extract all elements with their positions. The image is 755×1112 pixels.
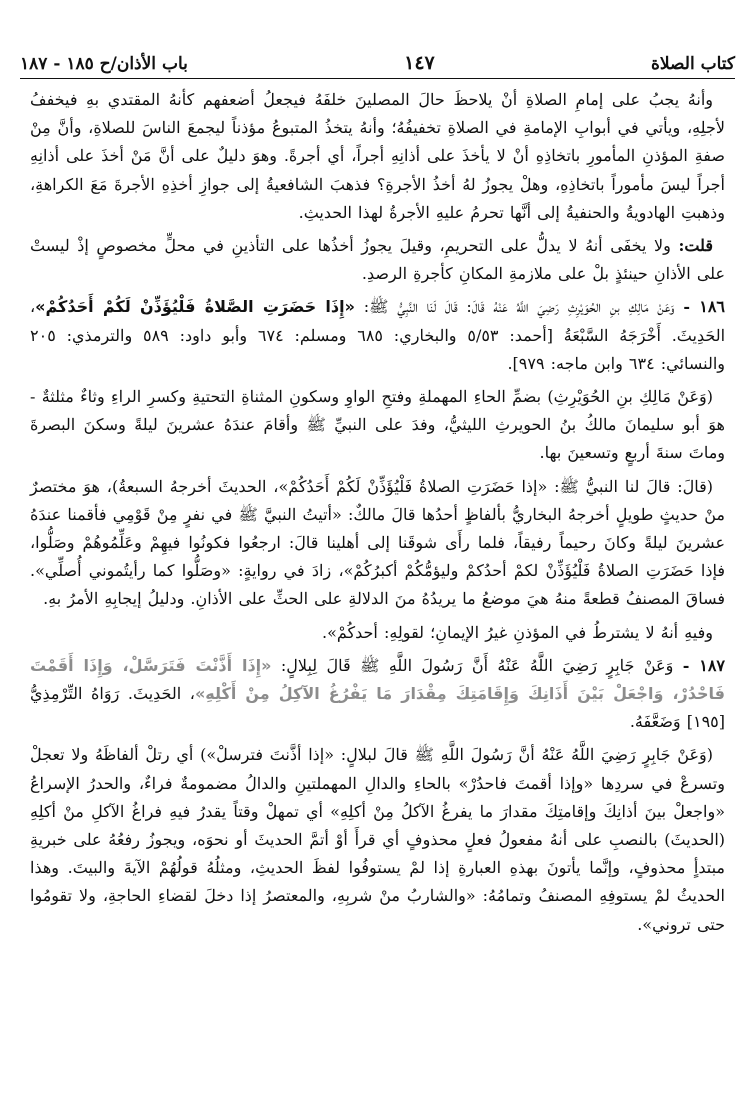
page-header [20, 40, 735, 74]
hadith-takhrij: ، الحَدِيثَ. أَخْرَجَهُ السَّبْعَةُ [أحمد: ٥/٥٣ والبخاري: ٦٨٥ ومسلم: ٦٧٤ وأبو داود: ٥٨٩ والترمذي: ٢٠٥ والنسائي: ٦٣٤ وابن ماجه: ٩٧٩]. [30, 297, 726, 373]
paragraph-commentary-1: وأنهُ يجبُ على إمامِ الصلاةِ أنْ يلاحظَ حالَ المصلينَ خلفَهُ فيجعلُ أضعفهم كأنهُ المقتدي بهِ فيخففُ لأجلِهِ، ويأتي في أبوابِ الإمامةِ في الصلاةِ تخفيفُهُ؛ وأنهُ يتخذُ المتبوعُ مؤذناً ليجمعَ الناسَ للصلاةِ، وأنَّ مِنْ صفةِ المؤذنِ المأمورِ باتخاذِهِ أنْ لا يأخذَ على أذانِهِ أجراً، أي أجرةً. وهوَ دليلٌ على أنَّ مَنْ أخذَ على أذانِهِ أجراً ليسَ مأموراً باتخاذِهِ، وهلْ يجوزُ لهُ أخذُ الأجرةِ؟ فذهبَ الشافعيةُ إلى جوازِ أخذِهِ الأجرةَ مَعَ الكراهةِ، وذهبتِ الهادويةُ والحنفيةُ إلى أنَّها تحرمُ عليهِ الأجرةُ لهذا الحديثِ. [30, 90, 725, 222]
page-body [30, 86, 725, 1102]
paragraph-qultu [30, 232, 725, 288]
paragraph-commentary-2: (وَعَنْ مَالِكِ بنِ الحُوَيْرِثِ) بضمِّ الحاءِ المهملةِ وفتحِ الواوِ وسكونِ المثناةِ التحتيةِ وكسرِ الراءِ وثاءٌ مثلثةٌ - هوَ أبو سليمانَ مالكُ بنُ الحويرثِ الليثيُّ، وفدَ على النبيِّ ﷺ وأقامَ عندَهُ عشرينَ ليلةً وسكنَ البصرةَ وماتَ سنةَ أربعٍ وتسعينَ بها. [30, 387, 725, 463]
hadith-takhrij: ، الحَدِيثَ. رَوَاهُ التِّرْمِذِيُّ [١٩٥] وَضَعَّفَهُ. [30, 684, 725, 732]
hadith-isnad: وَعَنْ مَالِكِ بنِ الحُوَيْرِثِ رَضِيَ اللَّهُ عَنْهُ قَالَ: قَالَ لَنَا النَّبِيُّ ﷺ: [363, 297, 675, 317]
chapter-reference: باب الأذان/ح ١٨٥ - ١٨٧ [20, 54, 188, 74]
hadith-matn: «إِذَا أَذَّنْتَ فَتَرَسَّلْ، وَإِذَا أَقَمْتَ فَاحْدُرْ، وَاجْعَلْ بَيْنَ أَذَانِكَ وَإِقَامَتِكَ مِقْدَارَ مَا يَفْرُغُ الآكِلُ مِنْ أَكْلِهِ» [30, 655, 726, 704]
hadith-matn: «إِذَا حَضَرَتِ الصَّلاةُ فَلْيُؤَذِّنْ لَكُمْ أَحَدُكُمْ» [35, 297, 355, 317]
hadith-number: ١٨٧ - [682, 655, 726, 675]
qultu-text: ولا يخفَى أنهُ لا يدلُّ على التحريمِ، وقيلَ يجوزُ أخذُها على التأذينِ في محلٍّ مخصوصٍ إذْ ليستْ على الأذانِ حينئذٍ بلْ على ملازمةِ المكانِ كأجرةِ الرصدِ. [30, 236, 725, 284]
hadith-number: ١٨٦ - [683, 297, 725, 317]
paragraph-commentary-5: (وَعَنْ جَابِرٍ رَضِيَ اللَّهُ عَنْهُ أنَّ رَسُولَ اللَّهِ ﷺ قالَ لبلالٍ: «إذا أذَّنتَ فترسلْ») أي رتلْ ألفاظَهُ ولا تعجلْ وتسرعْ في سردِها «وإذا أقمتَ فاحدُرْ» بالحاءِ والدالِ المهملتينِ والدالُ مضمومةٌ فراءٌ، والحدرُ الإسراعُ «واجعلْ بينَ أذانِكَ وإقامتِكَ مقدارَ ما يفرغُ الآكلُ مِنْ أكلِهِ» أي تمهلْ وقتاً يقدرُ فيهِ فراغُ الآكلِ منْ أكلِهِ (الحديثَ) بالنصبِ على أنهُ مفعولُ فعلٍ محذوفٍ أي قرأَ أوْ أتمَّ الحديثَ أو نحوَه، ويجوزُ رفعُهُ على خبريةِ مبتدأٍ محذوفٍ، وإنَّما يأتونَ بهذهِ العبارةِ إذا لمْ يستوفُوا لفظَ الحديثِ، ومثلُهُ قولُهُمْ الآيةَ والبيتَ. وهذا الحديثُ لمْ يستوفِهِ المصنفُ وتمامُهُ: «والشاربُ منْ شربِهِ، والمعتصرُ إذا دخلَ لقضاءِ الحاجةِ، ولا تقومُوا حتى تروني». [30, 745, 726, 934]
page-number: ١٤٧ [404, 52, 435, 74]
paragraph-commentary-3: (قالَ: قالَ لنا النبيُّ ﷺ: «إذا حَضَرَتِ الصلاةُ فَلْيُؤَذِّنْ لَكُمْ أَحَدُكُمْ»، الحديثَ أخرجهُ السبعةُ)، هوَ مختصرٌ منْ حديثٍ طويلٍ أخرجهُ البخاريُّ بألفاظٍ أحدُها قالَ مالكٌ: «أتيتُ النبيَّ ﷺ في نفرٍ مِنْ قَوْمِي فأقمنا عندَهُ عشرينَ ليلةً وكانَ رحيماً رفيقاً، فلما رأَى شوقَنا إلى أهلينا قالَ: ارجعُوا فكونُوا فيهِمْ وعَلِّمُوهُمْ وصَلُّوا، فإذا حَضَرَتِ الصلاةُ فَلْيُؤَذِّنْ لكمْ أحدُكمْ وليؤمُّكُمْ أكبرُكُمْ»، زادَ في روايةٍ: «وصَلُّوا كما رأيتُموني أُصلِّي». فساقَ المصنفُ قطعةً منهُ هيَ موضعُ ما يريدُهُ منَ الدلالةِ على الحثِّ على الأذانِ. ودليلُ إيجابِهِ الأمرُ بهِ. [30, 476, 726, 609]
hadith-187 [30, 652, 725, 737]
hadith-isnad: وَعَنْ جَابِرٍ رَضِيَ اللَّهُ عَنْهُ أَنَّ رَسُولَ اللَّهِ ﷺ قَالَ لِبِلالٍ: [280, 655, 674, 675]
paragraph-commentary-4: وفيهِ أنهُ لا يشترطُ في المؤذنِ غيرُ الإيمانِ؛ لقولِهِ: أحدكُمْ». [322, 622, 713, 642]
hadith-186 [30, 293, 725, 378]
book-title: كتاب الصلاة [650, 54, 735, 74]
header-divider [20, 78, 735, 79]
qultu-label: قلت: [678, 236, 713, 256]
